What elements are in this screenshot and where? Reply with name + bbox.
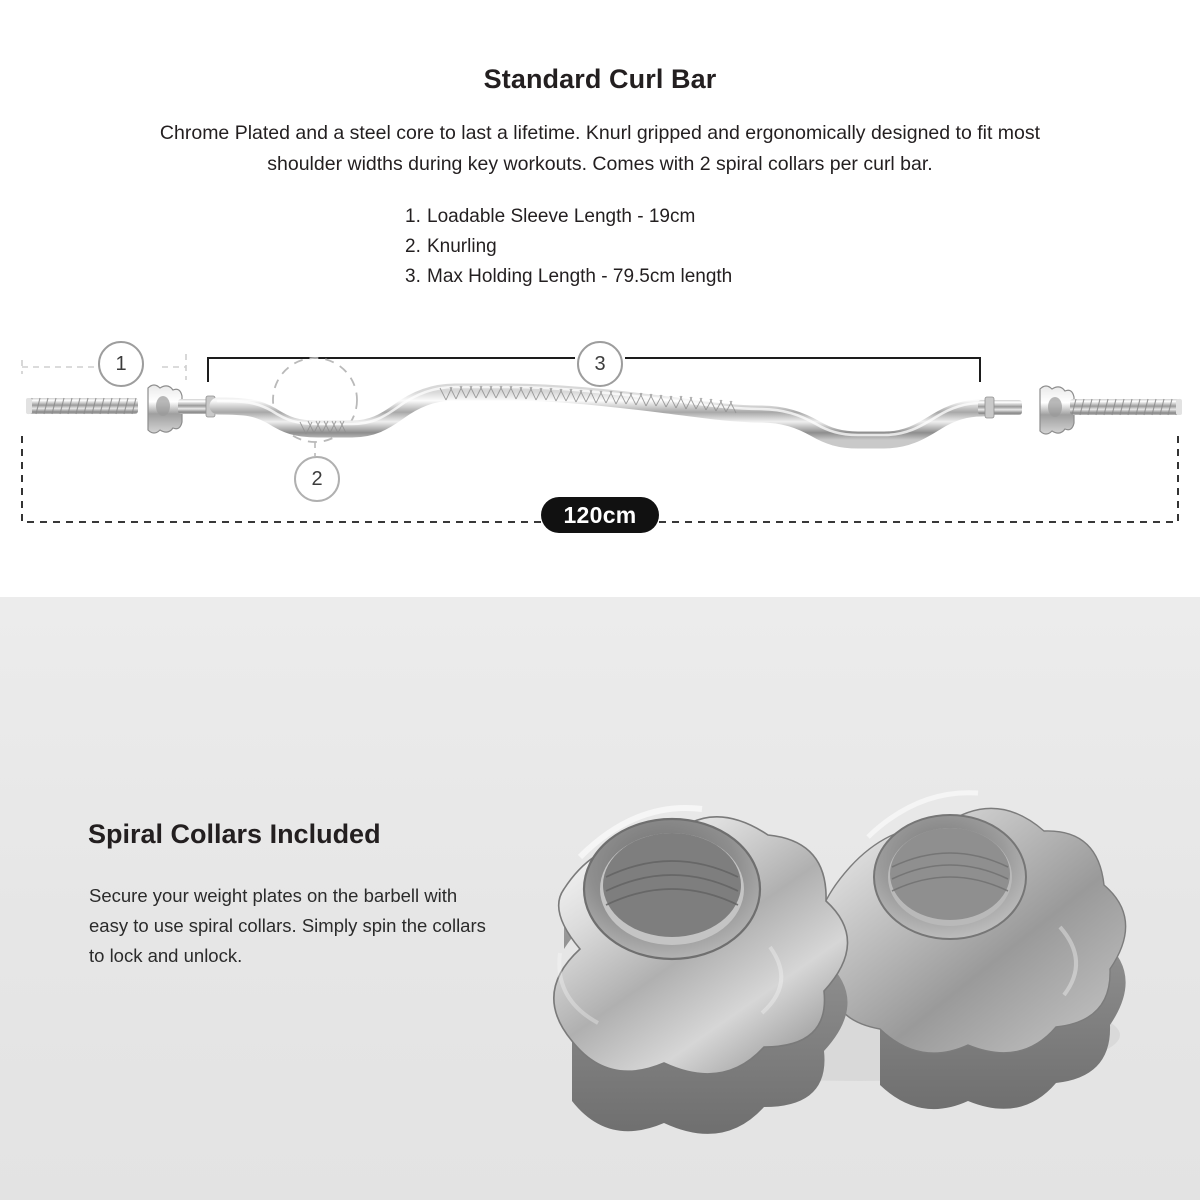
feature-list-item xyxy=(405,262,732,292)
spiral-collars-photo xyxy=(520,717,1180,1167)
feature-text: Max Holding Length - 79.5cm length xyxy=(427,266,733,287)
bar-shaft xyxy=(218,386,982,440)
spiral-collar-right xyxy=(1040,386,1074,434)
collar-left xyxy=(554,808,848,1134)
spiral-collars-heading: Spiral Collars Included xyxy=(88,819,381,849)
spiral-collar-left xyxy=(148,385,182,433)
bottom-section xyxy=(0,597,1200,1200)
feature-list-item xyxy=(405,202,732,232)
spiral-collars-body: Secure your weight plates on the barbell with easy to use spiral collars. Simply spin the collars to lock and unlock. xyxy=(89,885,486,966)
top-section xyxy=(0,0,1200,597)
feature-number: 3. xyxy=(405,266,421,287)
intro-paragraph: Chrome Plated and a steel core to last a lifetime. Knurl gripped and ergonomically designed to fit most shoulder widths during key workouts. Comes with 2 spiral collars per curl bar. xyxy=(159,122,1041,175)
callout-marker-1: 1 xyxy=(98,341,144,387)
callout-marker-2: 2 xyxy=(294,456,340,502)
total-length-badge: 120cm xyxy=(541,497,659,533)
feature-list-item xyxy=(405,232,732,262)
feature-text: Loadable Sleeve Length - 19cm xyxy=(427,206,696,227)
callout-marker-3: 3 xyxy=(577,341,623,387)
bar-right-thread xyxy=(1070,399,1182,415)
page-title: Standard Curl Bar xyxy=(483,64,717,94)
feature-number: 2. xyxy=(405,236,421,257)
bar-left-thread xyxy=(26,398,138,414)
feature-number: 1. xyxy=(405,206,421,227)
feature-list xyxy=(405,202,732,292)
feature-text: Knurling xyxy=(427,236,497,257)
